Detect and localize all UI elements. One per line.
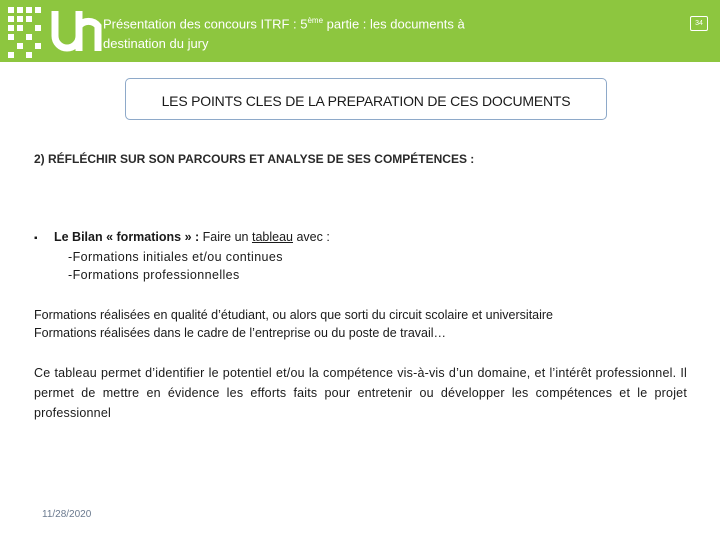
formations-paragraph bbox=[34, 306, 694, 342]
section-title-box bbox=[125, 78, 607, 120]
slide-number: 34 bbox=[690, 16, 708, 31]
bilan-underlined-word: tableau bbox=[251, 230, 293, 244]
title-line1-suffix: partie : les documents à bbox=[323, 16, 465, 32]
bilan-text-after: avec : bbox=[293, 230, 330, 244]
tableau-paragraph: Ce tableau permet d’identifier le potentiel et/ou la compétence vis-à-vis d’un domaine, et l’intérêt professionnel. Il permet de mettre en évidence les efforts faits pour entretenir ou développer les compétences et le projet professionnel bbox=[34, 366, 687, 420]
bilan-sublist bbox=[68, 248, 330, 284]
bilan-bold-label: Le Bilan « formations » : bbox=[54, 230, 200, 244]
title-line1-prefix: Présentation des concours ITRF : 5 bbox=[103, 16, 308, 32]
section-title: LES POINTS CLES DE LA PREPARATION DE CES DOCUMENTS bbox=[161, 93, 571, 109]
bilan-block bbox=[34, 228, 330, 284]
para1-line2: Formations réalisées dans le cadre de l’entreprise ou du poste de travail… bbox=[34, 326, 447, 340]
header-bar bbox=[0, 0, 720, 62]
bilan-bullet bbox=[34, 228, 330, 248]
square-bullet-icon: ▪ bbox=[34, 233, 38, 244]
para1-line1: Formations réalisées en qualité d’étudiant, ou alors que sorti du circuit scolaire et universitaire bbox=[34, 308, 554, 322]
bilan-text-before: Faire un bbox=[199, 230, 252, 244]
university-logo-dots-icon bbox=[6, 5, 48, 59]
title-superscript: ème bbox=[307, 16, 324, 25]
title-line2: destination du jury bbox=[103, 36, 209, 52]
subheading: 2) RÉFLÉCHIR SUR SON PARCOURS ET ANALYSE DE SES COMPÉTENCES : bbox=[34, 152, 475, 166]
university-logo-un-icon bbox=[50, 6, 102, 56]
list-item: -Formations professionnelles bbox=[68, 268, 240, 282]
footer-date: 11/28/2020 bbox=[42, 509, 92, 520]
list-item: -Formations initiales et/ou continues bbox=[68, 250, 283, 264]
presentation-title bbox=[103, 11, 533, 54]
